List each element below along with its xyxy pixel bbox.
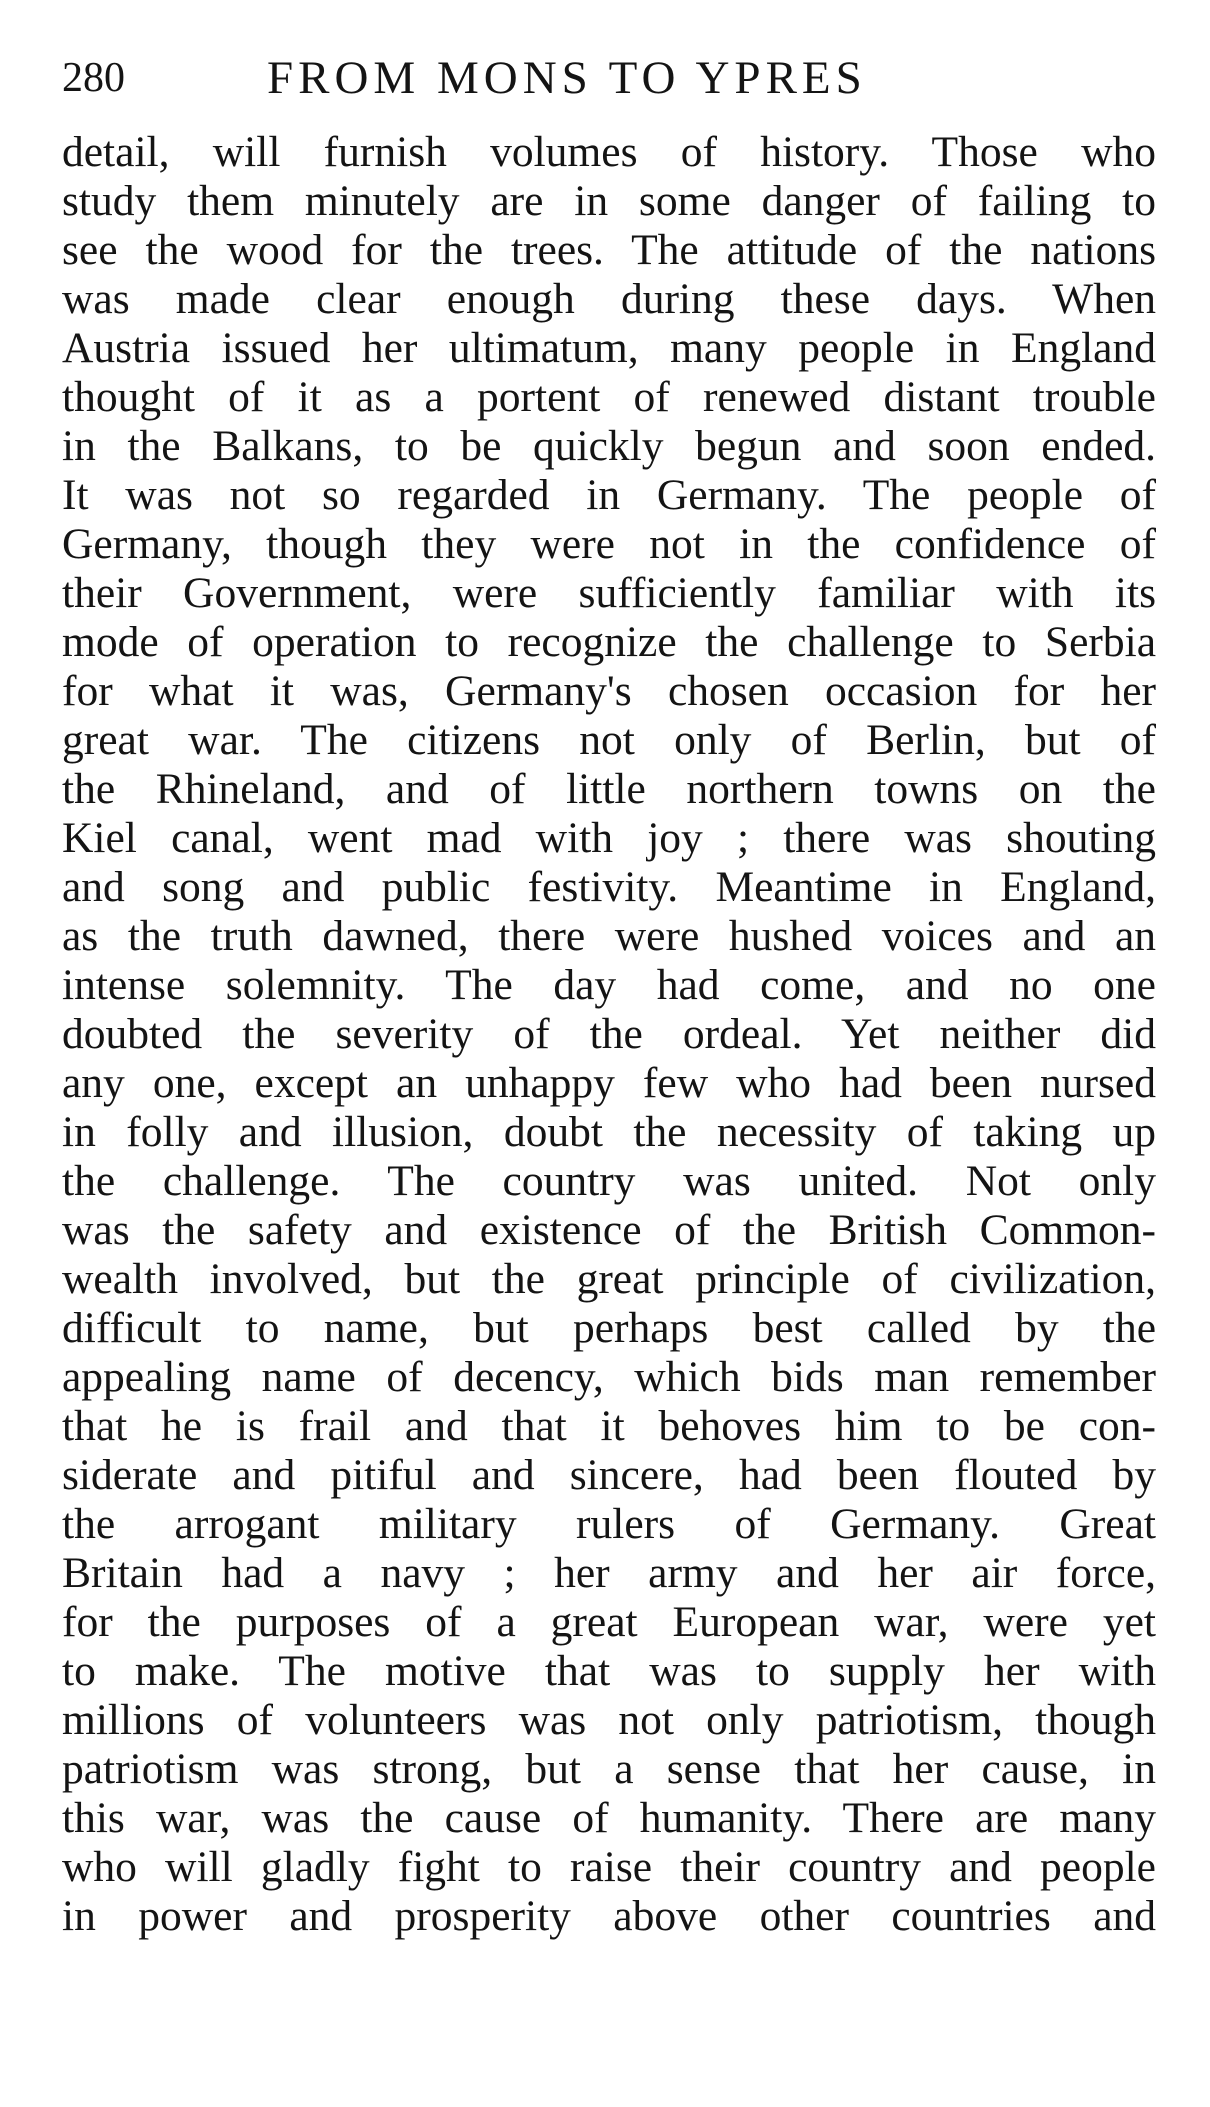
text-line: doubted the severity of the ordeal. Yet neither did bbox=[62, 1010, 1156, 1058]
text-line: appealing name of decency, which bids man remember bbox=[62, 1353, 1156, 1401]
text-line: for what it was, Germany's chosen occasion for her bbox=[62, 667, 1156, 715]
text-line: as the truth dawned, there were hushed voices and an bbox=[62, 912, 1156, 960]
body-text bbox=[62, 128, 1156, 1941]
text-line: patriotism was strong, but a sense that her cause, in bbox=[62, 1745, 1156, 1793]
text-line: see the wood for the trees. The attitude of the nations bbox=[62, 226, 1156, 274]
text-line: Kiel canal, went mad with joy ; there was shouting bbox=[62, 814, 1156, 862]
text-line: in the Balkans, to be quickly begun and soon ended. bbox=[62, 422, 1156, 470]
text-line: wealth involved, but the great principle of civilization, bbox=[62, 1255, 1156, 1303]
page-header bbox=[62, 48, 1152, 108]
text-line: study them minutely are in some danger of failing to bbox=[62, 177, 1156, 225]
text-line: in power and prosperity above other countries and bbox=[62, 1892, 1156, 1940]
text-line: this war, was the cause of humanity. There are many bbox=[62, 1794, 1156, 1842]
text-line: that he is frail and that it behoves him to be con- bbox=[62, 1402, 1156, 1450]
text-line: Germany, though they were not in the confidence of bbox=[62, 520, 1156, 568]
text-line: thought of it as a portent of renewed distant trouble bbox=[62, 373, 1156, 421]
text-line: the Rhineland, and of little northern towns on the bbox=[62, 765, 1156, 813]
text-line: intense solemnity. The day had come, and no one bbox=[62, 961, 1156, 1009]
text-line: the arrogant military rulers of Germany. Great bbox=[62, 1500, 1156, 1548]
text-line: their Government, were sufficiently familiar with its bbox=[62, 569, 1156, 617]
text-line: detail, will furnish volumes of history. Those who bbox=[62, 128, 1156, 176]
text-line: millions of volunteers was not only patriotism, though bbox=[62, 1696, 1156, 1744]
text-line: who will gladly fight to raise their country and people bbox=[62, 1843, 1156, 1891]
text-line: in folly and illusion, doubt the necessity of taking up bbox=[62, 1108, 1156, 1156]
text-line: Britain had a navy ; her army and her air force, bbox=[62, 1549, 1156, 1597]
text-line: was made clear enough during these days. When bbox=[62, 275, 1156, 323]
text-line: mode of operation to recognize the challenge to Serbia bbox=[62, 618, 1156, 666]
page-number: 280 bbox=[62, 55, 125, 101]
text-line: the challenge. The country was united. Not only bbox=[62, 1157, 1156, 1205]
text-line: and song and public festivity. Meantime in England, bbox=[62, 863, 1156, 911]
text-line: for the purposes of a great European war, were yet bbox=[62, 1598, 1156, 1646]
text-line: difficult to name, but perhaps best called by the bbox=[62, 1304, 1156, 1352]
text-line: any one, except an unhappy few who had been nursed bbox=[62, 1059, 1156, 1107]
text-line: great war. The citizens not only of Berlin, but of bbox=[62, 716, 1156, 764]
text-line: was the safety and existence of the British Common- bbox=[62, 1206, 1156, 1254]
running-title: FROM MONS TO YPRES bbox=[267, 52, 867, 104]
text-line: Austria issued her ultimatum, many people in England bbox=[62, 324, 1156, 372]
text-line: siderate and pitiful and sincere, had been flouted by bbox=[62, 1451, 1156, 1499]
text-line: to make. The motive that was to supply her with bbox=[62, 1647, 1156, 1695]
text-line: It was not so regarded in Germany. The people of bbox=[62, 471, 1156, 519]
